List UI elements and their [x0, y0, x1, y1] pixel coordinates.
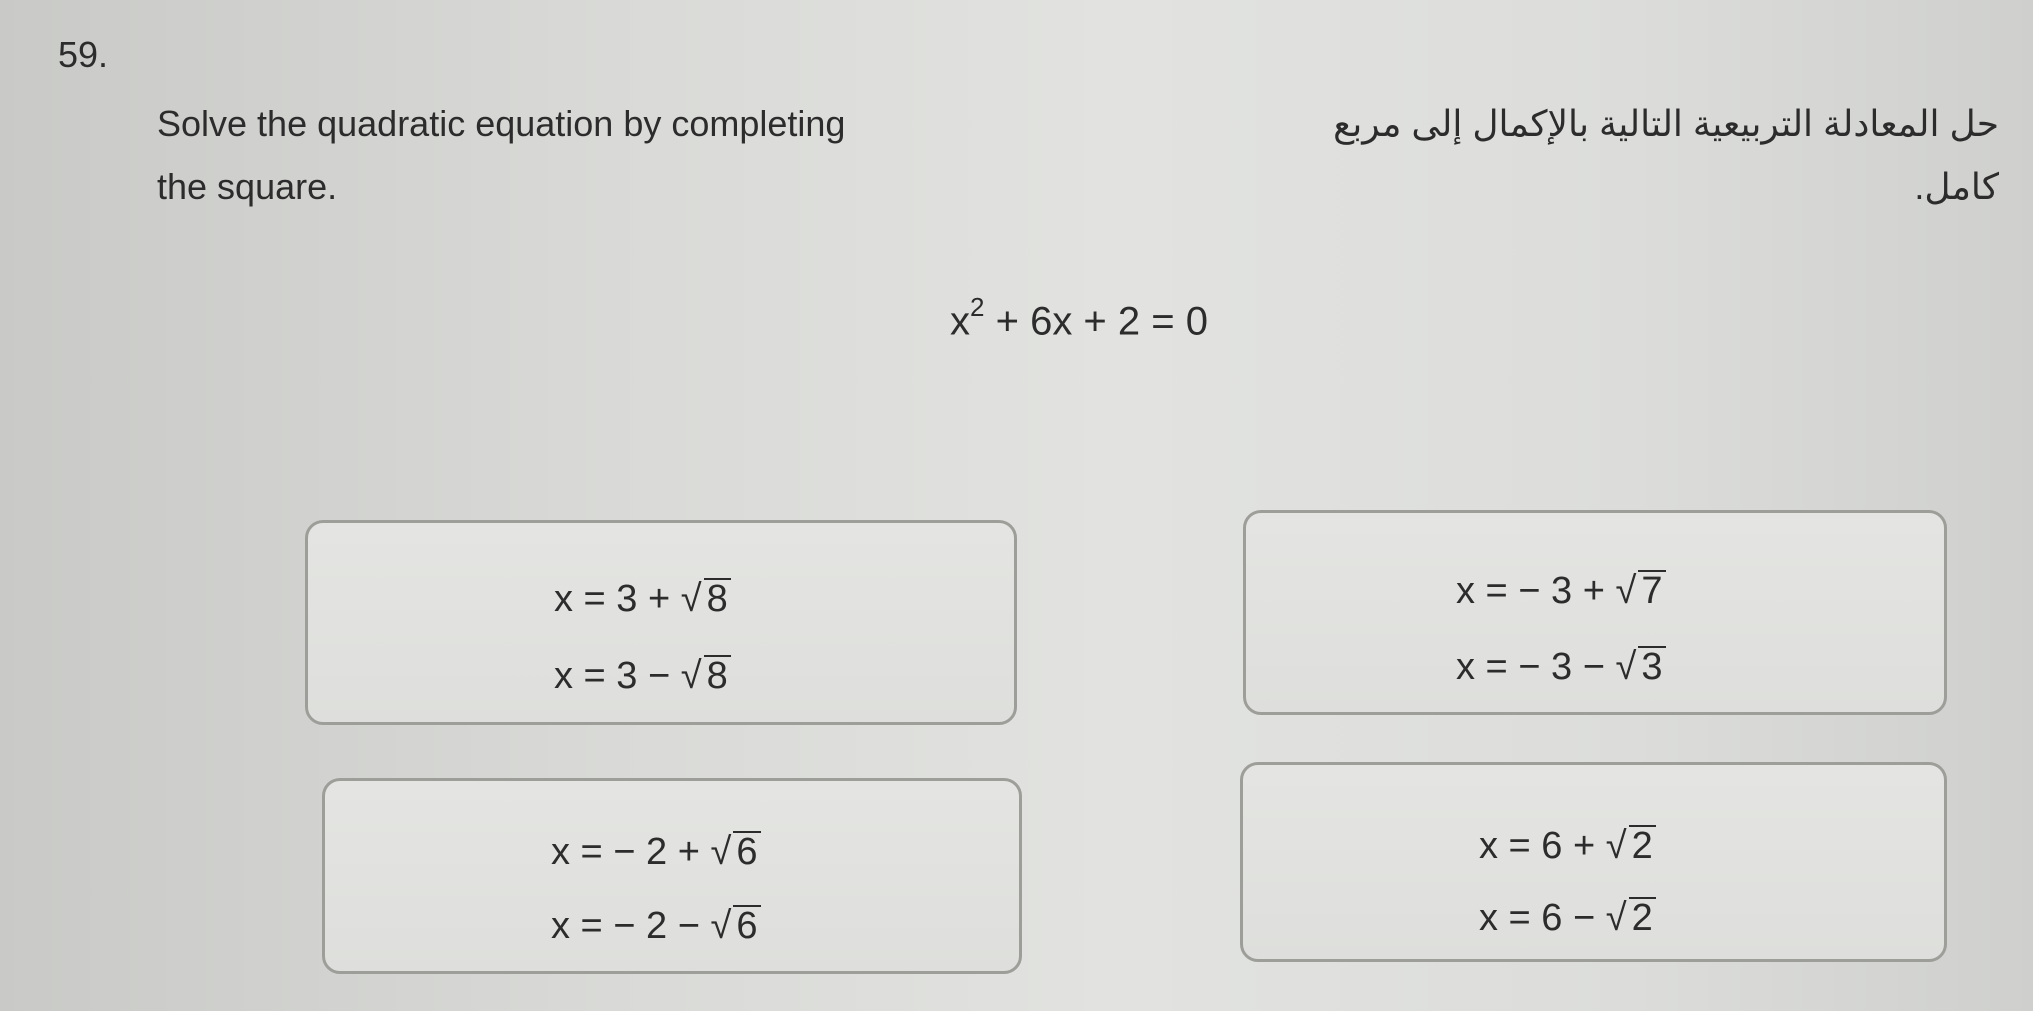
quadratic-equation: [950, 292, 1208, 344]
question-text-english-line2: the square.: [157, 166, 338, 207]
option-b-line2-text: x = − 3 − √: [1456, 646, 1637, 688]
answer-option-d[interactable]: [1240, 762, 1947, 962]
option-d-line1: [1479, 825, 1656, 868]
question-text-arabic-line2: كامل.: [1914, 166, 1999, 207]
question-text-arabic-line1: حل المعادلة التربيعية التالية بالإكمال إلى مربع: [1333, 103, 1999, 144]
equation-base: x: [950, 299, 970, 344]
option-d-line1-text: x = 6 + √: [1479, 825, 1627, 867]
answer-option-a[interactable]: [305, 520, 1017, 725]
equation-rest: + 6x + 2 = 0: [995, 299, 1208, 344]
answer-option-b[interactable]: [1243, 510, 1947, 715]
option-d-line1-radicand: 2: [1629, 825, 1656, 865]
option-b-line2: [1456, 646, 1666, 689]
option-a-line2: [554, 655, 731, 698]
answer-option-c[interactable]: [322, 778, 1022, 974]
question-number: 59.: [58, 34, 109, 75]
question-text-english-line1: Solve the quadratic equation by completing: [157, 103, 846, 144]
option-a-line1-text: x = 3 + √: [554, 578, 702, 620]
question-text-english: [157, 92, 845, 218]
option-b-line1: [1456, 570, 1666, 613]
option-c-line2-radicand: 6: [733, 905, 760, 945]
option-b-line1-text: x = − 3 + √: [1456, 570, 1637, 612]
option-c-line1-text: x = − 2 + √: [551, 831, 732, 873]
option-c-line1-radicand: 6: [733, 831, 760, 871]
option-a-line1-radicand: 8: [704, 578, 731, 618]
option-a-line2-text: x = 3 − √: [554, 655, 702, 697]
option-a-line2-radicand: 8: [704, 655, 731, 695]
option-d-line2-text: x = 6 − √: [1479, 897, 1627, 939]
option-a-line1: [554, 578, 731, 621]
option-b-line1-radicand: 7: [1638, 570, 1665, 610]
equation-exponent: 2: [970, 292, 985, 322]
option-d-line2: [1479, 897, 1656, 940]
option-c-line1: [551, 831, 761, 874]
option-c-line2: [551, 905, 761, 948]
question-text-arabic: [1333, 92, 1999, 218]
option-b-line2-radicand: 3: [1638, 646, 1665, 686]
option-d-line2-radicand: 2: [1629, 897, 1656, 937]
option-c-line2-text: x = − 2 − √: [551, 905, 732, 947]
